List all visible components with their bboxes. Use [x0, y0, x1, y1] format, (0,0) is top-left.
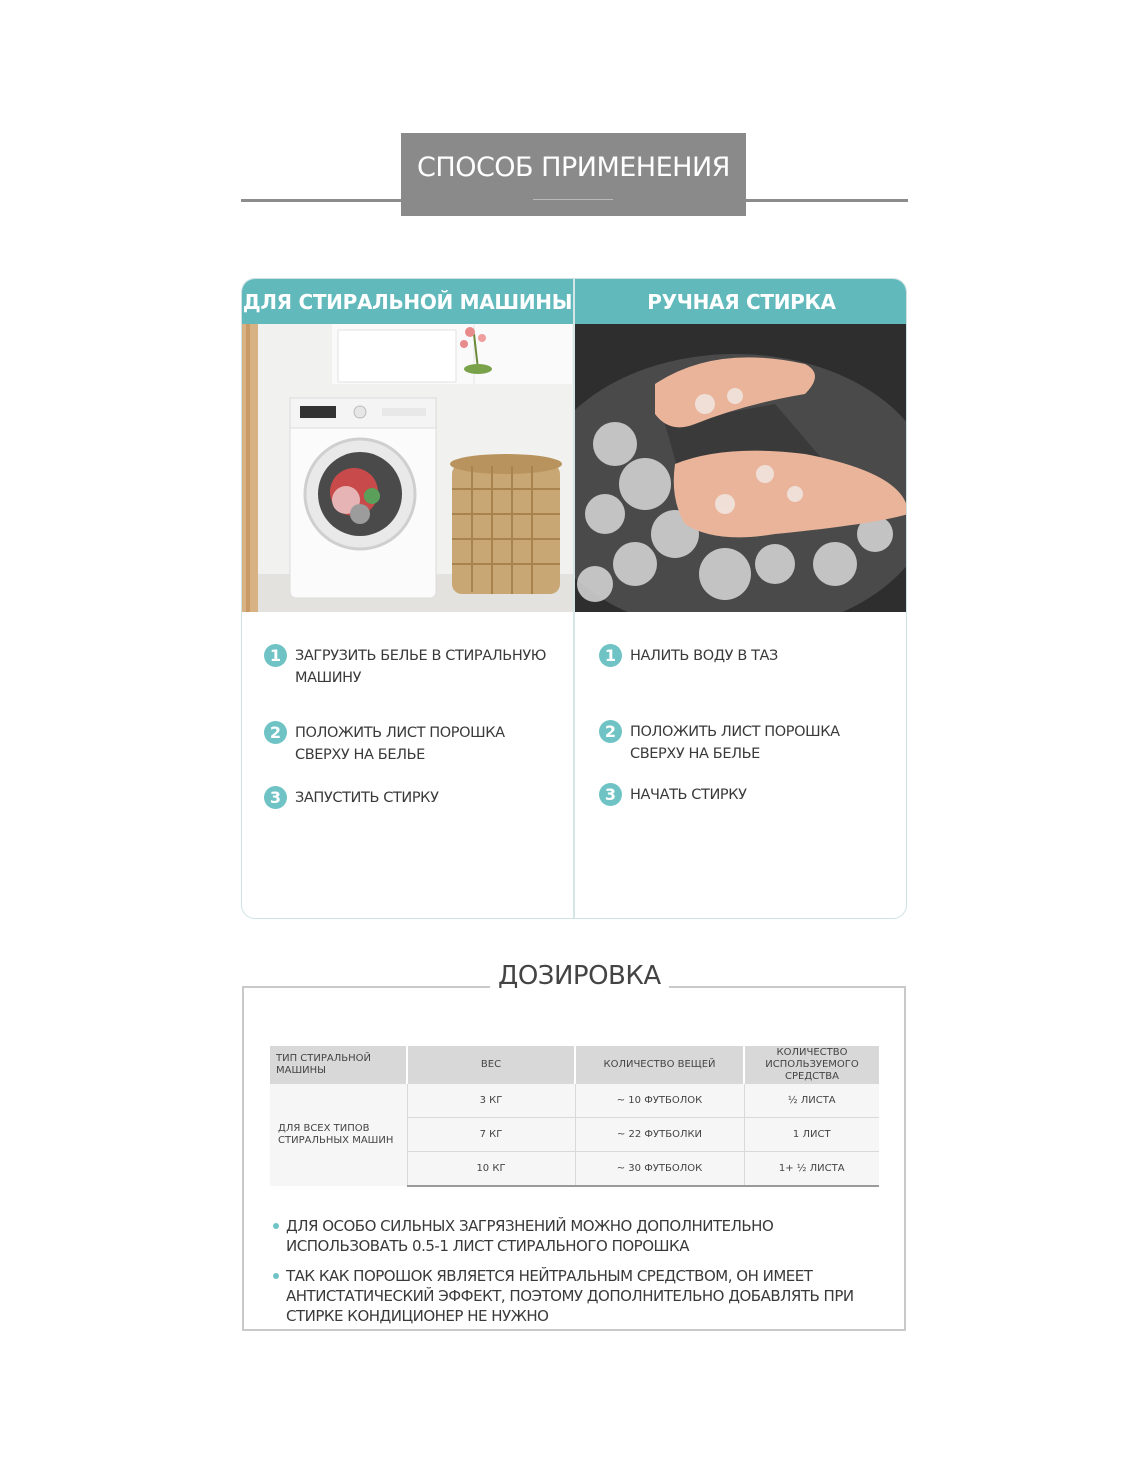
step-number-badge: 1 [264, 644, 287, 667]
step-text: ЗАГРУЗИТЬ БЕЛЬЕ В СТИРАЛЬНУЮ МАШИНУ [295, 648, 547, 686]
items-cell: ~ 22 ФУТБОЛКИ [575, 1118, 744, 1152]
dosage-table [270, 1046, 879, 1187]
machine-type-cell: ДЛЯ ВСЕХ ТИПОВ СТИРАЛЬНЫХ МАШИН [270, 1084, 407, 1187]
hand-wash-heading: РУЧНАЯ СТИРКА [575, 279, 907, 324]
step-text: НАЛИТЬ ВОДУ В ТАЗ [630, 648, 778, 664]
amount-cell: 1+ ½ ЛИСТА [744, 1152, 879, 1187]
items-cell: ~ 10 ФУТБОЛОК [575, 1084, 744, 1118]
table-header-row [270, 1046, 879, 1084]
machine-step-3 [264, 787, 555, 809]
step-text: ПОЛОЖИТЬ ЛИСТ ПОРОШКА СВЕРХУ НА БЕЛЬЕ [295, 725, 505, 763]
dosage-notes [273, 1216, 893, 1336]
usage-header-title: СПОСОБ ПРИМЕНЕНИЯ [417, 152, 730, 183]
hand-step-2 [599, 721, 870, 765]
weight-cell: 3 КГ [407, 1084, 575, 1118]
step-text: ЗАПУСТИТЬ СТИРКУ [295, 790, 439, 806]
amount-cell: 1 ЛИСТ [744, 1118, 879, 1152]
step-number-badge: 1 [599, 644, 622, 667]
step-text: НАЧАТЬ СТИРКУ [630, 787, 747, 803]
hand-step-1 [599, 645, 880, 667]
hand-wash-photo [575, 324, 907, 612]
header-rule-left [241, 199, 403, 202]
step-text: ПОЛОЖИТЬ ЛИСТ ПОРОШКА СВЕРХУ НА БЕЛЬЕ [630, 724, 840, 762]
weight-cell: 7 КГ [407, 1118, 575, 1152]
header-amount: КОЛИЧЕСТВО ИСПОЛЬЗУЕМОГО СРЕДСТВА [744, 1046, 879, 1084]
machine-step-2 [264, 722, 525, 766]
header-rule-right [744, 199, 908, 202]
washing-machine-illustration [242, 324, 573, 612]
weight-cell: 10 КГ [407, 1152, 575, 1187]
header-underline [533, 199, 613, 200]
step-number-badge: 3 [264, 786, 287, 809]
items-cell: ~ 30 ФУТБОЛОК [575, 1152, 744, 1187]
step-number-badge: 3 [599, 783, 622, 806]
step-number-badge: 2 [599, 720, 622, 743]
note-item: ТАК КАК ПОРОШОК ЯВЛЯЕТСЯ НЕЙТРАЛЬНЫМ СРЕДСТВОМ, ОН ИМЕЕТ АНТИСТАТИЧЕСКИЙ ЭФФЕКТ, ПОЭТОМУ ДОПОЛНИТЕЛЬНО ДОБАВЛЯТЬ ПРИ СТИРКЕ КОНДИЦИОНЕР НЕ НУЖНО [273, 1266, 893, 1326]
header-weight: ВЕС [407, 1046, 575, 1084]
dosage-title: ДОЗИРОВКА [490, 961, 669, 991]
machine-wash-heading: ДЛЯ СТИРАЛЬНОЙ МАШИНЫ [242, 279, 573, 324]
hand-step-3 [599, 784, 880, 806]
usage-card [241, 278, 907, 919]
note-item: ДЛЯ ОСОБО СИЛЬНЫХ ЗАГРЯЗНЕНИЙ МОЖНО ДОПОЛНИТЕЛЬНО ИСПОЛЬЗОВАТЬ 0.5-1 ЛИСТ СТИРАЛЬНОГО ПОРОШКА [273, 1216, 893, 1256]
table-row [270, 1084, 879, 1118]
hand-wash-illustration [575, 324, 907, 612]
step-number-badge: 2 [264, 721, 287, 744]
amount-cell: ½ ЛИСТА [744, 1084, 879, 1118]
usage-header-box [401, 133, 746, 216]
machine-step-1 [264, 645, 565, 689]
washing-machine-photo [242, 324, 573, 612]
header-items: КОЛИЧЕСТВО ВЕЩЕЙ [575, 1046, 744, 1084]
header-machine-type: ТИП СТИРАЛЬНОЙ МАШИНЫ [270, 1046, 407, 1084]
